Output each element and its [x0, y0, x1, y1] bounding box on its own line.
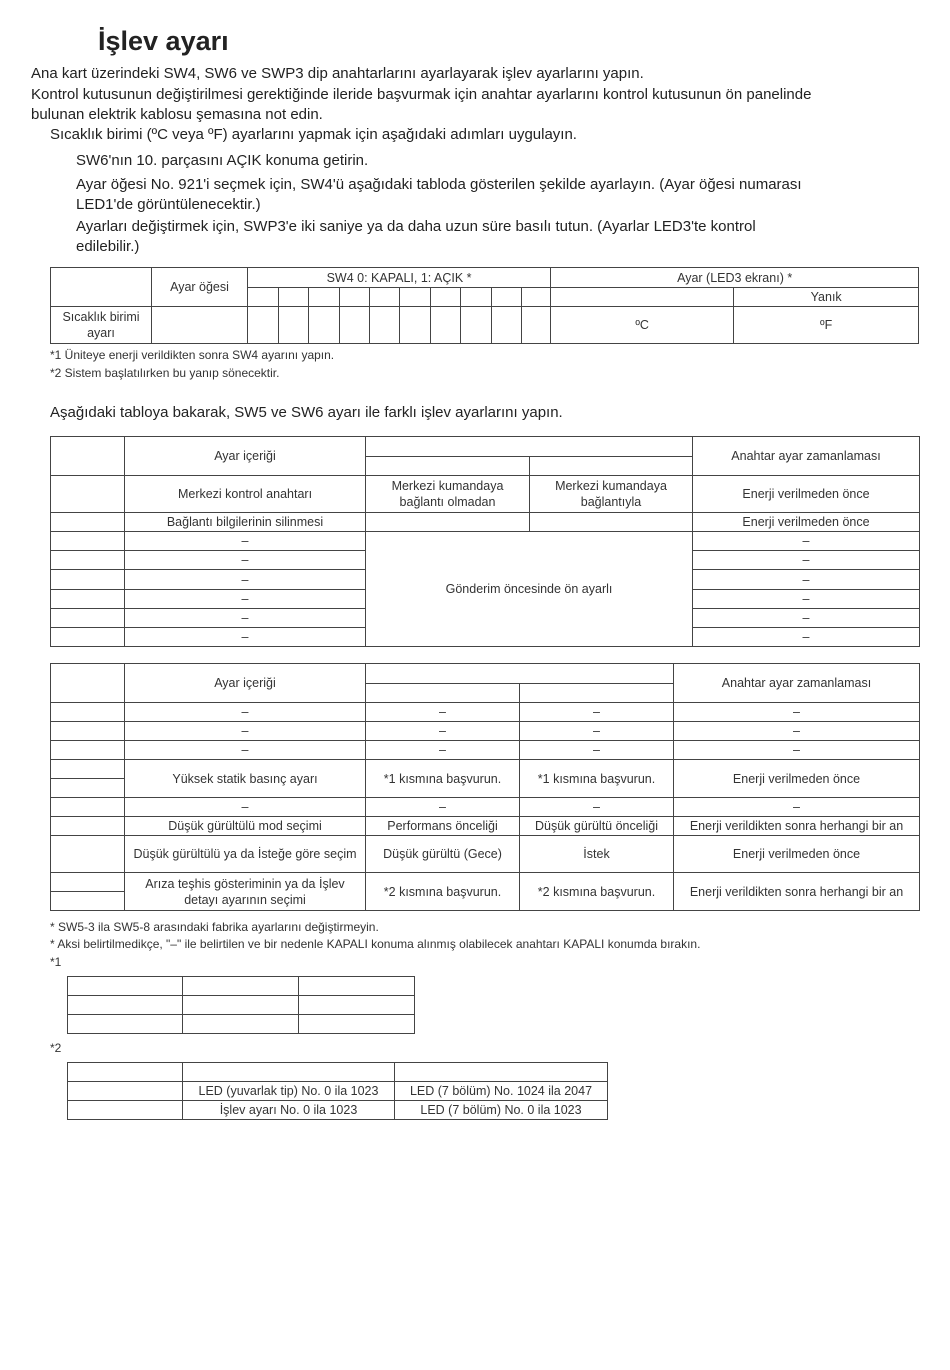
paragraph-sw5-sw6: Aşağıdaki tabloya bakarak, SW5 ve SW6 ayarı ile farklı işlev ayarlarını yapın.	[50, 404, 563, 421]
footnote-1-table	[67, 976, 415, 1034]
row-fault-diagnosis: Arıza teşhis gösteriminin ya da İşlev detayı ayarının seçimi	[125, 873, 366, 911]
note-dash: * Aksi belirtilmedikçe, "–" ile belirtilen ve bir nedenle KAPALI konuma alınmış olabilecek anahtarı KAPALI konumda bırakın.	[50, 937, 701, 951]
step-3b: edilebilir.)	[76, 238, 140, 255]
temperature-unit-table	[50, 267, 919, 344]
note-2: *2 Sistem başlatılırken bu yanıp sönecektir.	[50, 366, 280, 380]
header-switch-timing-2: Anahtar ayar zamanlaması	[674, 664, 920, 703]
row-high-static: Yüksek statik basınç ayarı	[125, 760, 366, 798]
intro-line-1: Ana kart üzerindeki SW4, SW6 ve SWP3 dip anahtarlarını ayarlayarak işlev ayarlarını yapın.	[31, 65, 644, 82]
row-low-noise-mode: Düşük gürültülü mod seçimi	[125, 817, 366, 836]
sw6-function-table: Ayar içeriği Anahtar ayar zamanlaması – – – – – – – – – – – – Yüksek statik basınç ayarı *1 kısmına başvurun. *1 kısmına başvurun. Enerji verilmeden önce – – – – Düşük gürültülü mod seçimi Performans önceliği Düşük gürültü önceliği Enerji verildikten sonra herhangi bir an Düşük gürültülü ya da İsteğe göre seçim Düşük gürültü (Gece) İstek Enerji verilmeden önce Arıza teşhis gösteriminin ya da İşlev detayı ayarının seçimi *2 kısmına başvurun. *2 kısmına başvurun. Enerji verildikten sonra herhangi bir an	[50, 663, 920, 911]
step-3a: Ayarları değiştirmek için, SWP3'e iki saniye ya da daha uzun süre basılı tutun. (Ayarlar LED3'te kontrol	[76, 218, 756, 235]
row-delete-connection: Bağlantı bilgilerinin silinmesi	[125, 513, 366, 532]
preset-cell: Gönderim öncesinde ön ayarlı	[366, 532, 693, 647]
note-factory: * SW5-3 ila SW5-8 arasındaki fabrika ayarlarını değiştirmeyin.	[50, 920, 379, 934]
page-title: İşlev ayarı	[98, 26, 229, 56]
function-setting-range: İşlev ayarı No. 0 ila 1023	[183, 1101, 395, 1120]
header-yanik: Yanık	[734, 288, 919, 307]
header-sw4: SW4 0: KAPALI, 1: AÇIK *	[248, 268, 551, 288]
footnote-2-label: *2	[50, 1041, 62, 1055]
intro-line-4: Sıcaklık birimi (ºC veya ºF) ayarlarını yapmak için aşağıdaki adımları uygulayın.	[50, 126, 577, 143]
led3-empty	[551, 288, 734, 307]
header-setting-content: Ayar içeriği	[125, 437, 366, 476]
step-2b: LED1'de görüntülenecektir.)	[76, 196, 261, 213]
unit-fahrenheit: ºF	[734, 307, 919, 344]
step-1: SW6'nın 10. parçasını AÇIK konuma getirin.	[76, 152, 369, 169]
led-round-range: LED (yuvarlak tip) No. 0 ila 1023	[183, 1082, 395, 1101]
header-setting-item: Ayar öğesi	[152, 268, 248, 307]
step-2a: Ayar öğesi No. 921'i seçmek için, SW4'ü aşağıdaki tabloda gösterilen şekilde ayarlayın. (Ayar öğesi numarası	[76, 176, 802, 193]
note-1: *1 Üniteye enerji verildikten sonra SW4 ayarını yapın.	[50, 348, 335, 362]
footnote-1-label: *1	[50, 955, 62, 969]
led-7seg-range-high: LED (7 bölüm) No. 1024 ila 2047	[395, 1082, 608, 1101]
sw5-function-table: Ayar içeriği Anahtar ayar zamanlaması Merkezi kontrol anahtarı Merkezi kumandaya bağlantı olmadan Merkezi kumandaya bağlantıyla Enerji verilmeden önce Bağlantı bilgilerinin silinmesi Enerji verilmeden önce – Gönderim öncesinde ön ayarlı – – – – – – – – – – –	[50, 436, 920, 647]
intro-line-2: Kontrol kutusunun değiştirilmesi gerektiğinde ileride başvurmak için anahtar ayarlarını kontrol kutusunun ön panelinde	[31, 86, 812, 103]
header-setting-content-2: Ayar içeriği	[125, 664, 366, 703]
intro-line-3: bulunan elektrik kablosu şemasına not edin.	[31, 106, 323, 123]
footnote-2-table	[67, 1062, 608, 1120]
row-central-control: Merkezi kontrol anahtarı	[125, 476, 366, 513]
led-7seg-range-low: LED (7 bölüm) No. 0 ila 1023	[395, 1101, 608, 1120]
row-temp-unit: Sıcaklık birimi ayarı	[51, 307, 152, 344]
unit-celsius: ºC	[551, 307, 734, 344]
header-switch-timing: Anahtar ayar zamanlaması	[693, 437, 920, 476]
row-low-noise-request: Düşük gürültülü ya da İsteğe göre seçim	[125, 836, 366, 873]
corner-cell	[51, 268, 152, 307]
header-led3: Ayar (LED3 ekranı) *	[551, 268, 919, 288]
